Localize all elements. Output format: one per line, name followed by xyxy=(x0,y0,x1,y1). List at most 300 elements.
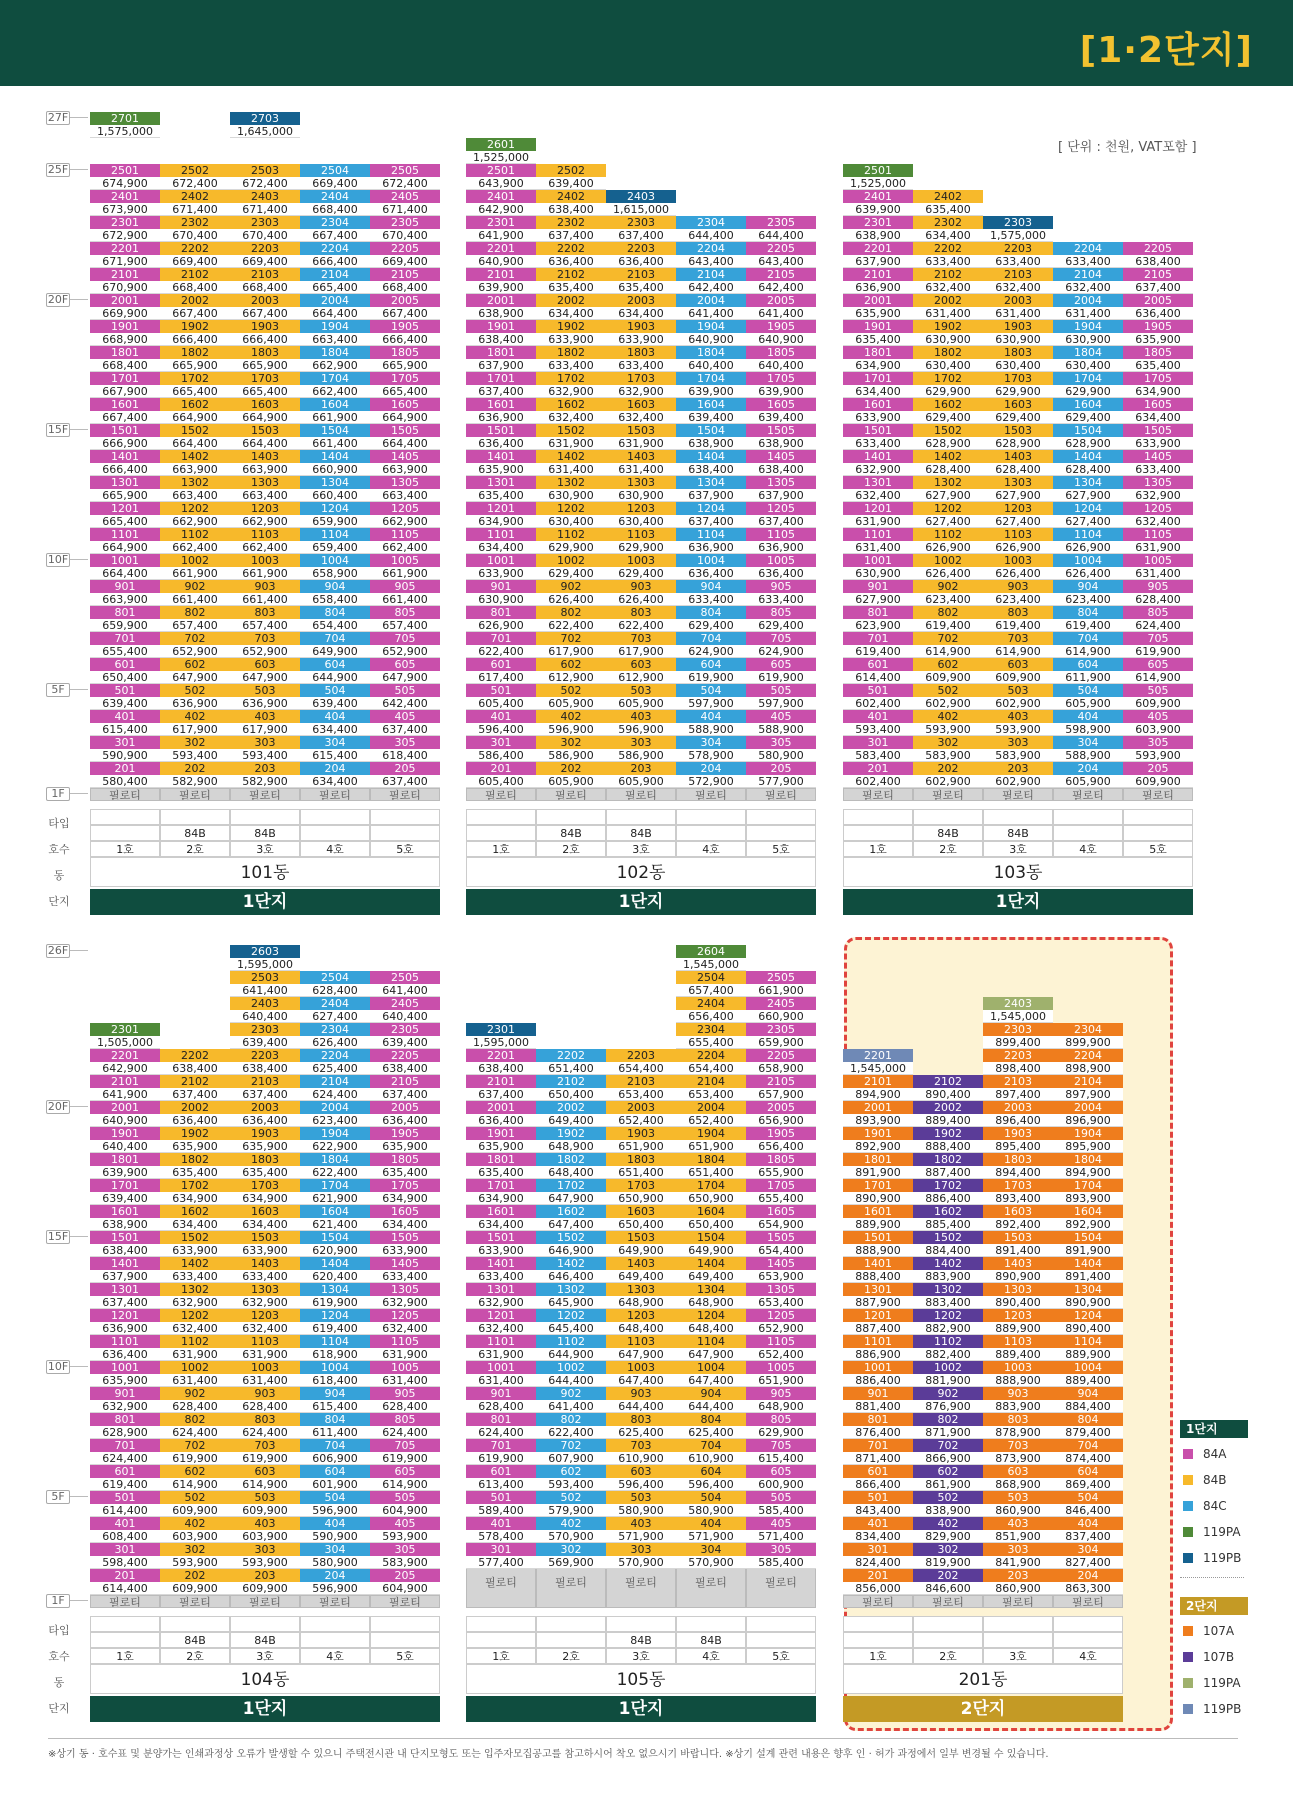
unit-number-cell: 1604 xyxy=(676,1205,746,1218)
unit-number-cell: 1103 xyxy=(606,1335,676,1348)
unit-number-cell: 405 xyxy=(1123,710,1193,723)
floor-tick xyxy=(70,793,88,794)
unit-number-cell: 2105 xyxy=(746,268,816,281)
penthouse-unit-cell: 2201 xyxy=(843,1049,913,1062)
unit-number-cell: 2502 xyxy=(536,164,606,177)
price-cell: 590,900 xyxy=(90,749,160,762)
unit-number-cell: 401 xyxy=(90,710,160,723)
type-top-cell: 119PA xyxy=(90,809,160,825)
price-cell: 636,900 xyxy=(230,697,300,710)
price-cell: 630,400 xyxy=(1053,359,1123,372)
unit-number-cell: 2205 xyxy=(746,242,816,255)
type-top-cell: 119PA xyxy=(843,809,913,825)
unit-number-cell: 1301 xyxy=(90,1283,160,1296)
unit-number-cell: 502 xyxy=(536,684,606,697)
price-cell: 634,400 xyxy=(370,1218,440,1231)
unit-number-cell: 1301 xyxy=(843,1283,913,1296)
unit-number-cell: 1602 xyxy=(160,398,230,411)
price-cell: 673,900 xyxy=(90,203,160,216)
legend-divider xyxy=(1180,1577,1244,1578)
unit-number-cell: 1102 xyxy=(536,1335,606,1348)
unit-number-cell: 1903 xyxy=(606,1127,676,1140)
floor-label: 20F xyxy=(47,1100,69,1113)
unit-number-cell: 2202 xyxy=(536,1049,606,1062)
unit-number-cell: 2202 xyxy=(536,242,606,255)
type-cell: 84C xyxy=(300,1632,370,1648)
price-cell: 648,900 xyxy=(536,1140,606,1153)
price-cell: 593,900 xyxy=(913,723,983,736)
price-cell: 639,400 xyxy=(676,411,746,424)
unit-number-cell: 2304 xyxy=(300,216,370,229)
unit-number-cell: 1603 xyxy=(983,1205,1053,1218)
price-cell: 606,900 xyxy=(300,1452,370,1465)
price-cell: 644,400 xyxy=(676,1400,746,1413)
penthouse-price-cell: 1,545,000 xyxy=(843,1062,913,1075)
price-cell: 619,900 xyxy=(230,1452,300,1465)
price-cell: 631,400 xyxy=(370,1374,440,1387)
unit-number-cell: 1301 xyxy=(90,476,160,489)
price-cell: 634,400 xyxy=(1123,411,1193,424)
price-cell: 596,900 xyxy=(606,723,676,736)
ho-cell: 4호 xyxy=(676,841,746,857)
unit-number-cell: 2404 xyxy=(676,997,746,1010)
price-cell: 578,400 xyxy=(466,1530,536,1543)
unit-number-cell: 2401 xyxy=(843,190,913,203)
unit-number-cell: 1605 xyxy=(746,1205,816,1218)
unit-number-cell: 304 xyxy=(676,736,746,749)
price-cell: 869,400 xyxy=(1053,1478,1123,1491)
piloti-cell: 필로티 xyxy=(983,788,1053,801)
unit-number-cell: 801 xyxy=(843,1413,913,1426)
price-cell: 632,400 xyxy=(983,281,1053,294)
unit-number-cell: 1804 xyxy=(676,1153,746,1166)
price-cell: 894,900 xyxy=(843,1088,913,1101)
unit-number-cell: 603 xyxy=(606,1465,676,1478)
price-cell: 571,400 xyxy=(746,1530,816,1543)
type-cell: 84B xyxy=(676,1632,746,1648)
unit-number-cell: 2202 xyxy=(913,242,983,255)
penthouse-unit-cell: 2403 xyxy=(983,997,1053,1010)
price-cell: 671,400 xyxy=(370,203,440,216)
type-cell: 84C xyxy=(676,825,746,841)
price-cell: 648,900 xyxy=(746,1400,816,1413)
row-label-type: 타입 xyxy=(48,1624,70,1637)
unit-number-cell: 1303 xyxy=(230,1283,300,1296)
unit-number-cell: 1405 xyxy=(746,1257,816,1270)
price-cell: 636,400 xyxy=(1123,307,1193,320)
piloti-cell: 필로티 xyxy=(606,788,676,801)
price-cell: 657,400 xyxy=(230,619,300,632)
type-cell: 84B xyxy=(160,825,230,841)
price-cell: 633,900 xyxy=(230,1244,300,1257)
price-cell: 662,400 xyxy=(160,541,230,554)
row-label-dong: 동 xyxy=(53,869,65,882)
unit-number-cell: 1603 xyxy=(606,1205,676,1218)
price-cell: 637,400 xyxy=(370,775,440,788)
price-cell: 611,900 xyxy=(1053,671,1123,684)
price-cell: 633,900 xyxy=(843,411,913,424)
floor-tick xyxy=(70,1600,88,1601)
price-cell: 632,400 xyxy=(843,489,913,502)
price-cell: 637,400 xyxy=(606,229,676,242)
price-cell: 883,400 xyxy=(913,1296,983,1309)
price-cell: 637,900 xyxy=(90,1270,160,1283)
price-cell: 586,900 xyxy=(536,749,606,762)
unit-number-cell: 1304 xyxy=(676,476,746,489)
type-cell: 84A xyxy=(746,1632,816,1648)
type-cell: 84B xyxy=(606,825,676,841)
price-cell: 579,900 xyxy=(536,1504,606,1517)
unit-number-cell: 302 xyxy=(160,736,230,749)
unit-number-cell: 901 xyxy=(466,580,536,593)
unit-number-cell: 1703 xyxy=(983,1179,1053,1192)
unit-number-cell: 803 xyxy=(230,1413,300,1426)
price-cell: 631,900 xyxy=(230,1348,300,1361)
unit-number-cell: 2103 xyxy=(606,1075,676,1088)
price-cell: 866,900 xyxy=(913,1452,983,1465)
unit-number-cell: 704 xyxy=(300,1439,370,1452)
price-cell: 663,400 xyxy=(160,489,230,502)
price-cell: 659,900 xyxy=(746,1036,816,1049)
unit-number-cell: 203 xyxy=(230,1569,300,1582)
price-cell: 626,400 xyxy=(300,1036,370,1049)
unit-number-cell: 1605 xyxy=(370,1205,440,1218)
unit-number-cell: 2002 xyxy=(536,1101,606,1114)
price-cell: 674,900 xyxy=(90,177,160,190)
price-cell: 883,900 xyxy=(913,1270,983,1283)
price-cell: 645,400 xyxy=(536,1322,606,1335)
price-cell: 663,900 xyxy=(370,463,440,476)
type-top-cell xyxy=(536,809,606,825)
unit-number-cell: 1504 xyxy=(676,424,746,437)
unit-number-cell: 1802 xyxy=(536,1153,606,1166)
unit-number-cell: 1905 xyxy=(1123,320,1193,333)
price-cell: 896,900 xyxy=(1053,1114,1123,1127)
unit-number-cell: 702 xyxy=(913,632,983,645)
price-cell: 631,400 xyxy=(1123,567,1193,580)
price-cell: 642,400 xyxy=(676,281,746,294)
price-cell: 665,400 xyxy=(370,385,440,398)
unit-number-cell: 305 xyxy=(370,736,440,749)
price-cell: 647,900 xyxy=(370,671,440,684)
floor-label: 20F xyxy=(47,293,69,306)
price-cell: 631,900 xyxy=(843,515,913,528)
price-cell: 641,400 xyxy=(676,307,746,320)
price-cell: 652,400 xyxy=(606,1114,676,1127)
price-cell: 619,900 xyxy=(466,1452,536,1465)
price-cell: 631,900 xyxy=(466,1348,536,1361)
unit-number-cell: 904 xyxy=(1053,1387,1123,1400)
unit-number-cell: 1504 xyxy=(300,424,370,437)
unit-number-cell: 1701 xyxy=(843,1179,913,1192)
price-cell: 624,400 xyxy=(230,1426,300,1439)
unit-number-cell: 1302 xyxy=(913,1283,983,1296)
dong-cell: 105동 xyxy=(466,1664,816,1694)
price-cell: 626,400 xyxy=(606,593,676,606)
unit-number-cell: 1504 xyxy=(300,1231,370,1244)
unit-number-cell: 1901 xyxy=(90,320,160,333)
ho-cell: 4호 xyxy=(1053,1648,1123,1664)
price-cell: 891,900 xyxy=(843,1166,913,1179)
unit-number-cell: 2102 xyxy=(913,268,983,281)
unit-number-cell: 901 xyxy=(90,1387,160,1400)
unit-number-cell: 2101 xyxy=(466,268,536,281)
price-cell: 640,400 xyxy=(746,359,816,372)
price-cell: 662,900 xyxy=(370,515,440,528)
price-cell: 654,400 xyxy=(606,1062,676,1075)
unit-number-cell: 304 xyxy=(300,736,370,749)
price-cell: 635,400 xyxy=(160,1166,230,1179)
unit-number-cell: 204 xyxy=(676,762,746,775)
price-cell: 619,900 xyxy=(160,1452,230,1465)
unit-number-cell: 1205 xyxy=(746,1309,816,1322)
unit-number-cell: 1801 xyxy=(466,346,536,359)
unit-number-cell: 402 xyxy=(536,1517,606,1530)
ho-cell: 3호 xyxy=(606,841,676,857)
price-cell: 629,400 xyxy=(983,411,1053,424)
price-cell: 622,400 xyxy=(606,619,676,632)
unit-number-cell: 2203 xyxy=(606,242,676,255)
unit-number-cell: 603 xyxy=(230,1465,300,1478)
unit-number-cell: 1102 xyxy=(160,528,230,541)
price-cell: 615,400 xyxy=(746,1452,816,1465)
unit-number-cell: 305 xyxy=(370,1543,440,1556)
unit-number-cell: 401 xyxy=(466,1517,536,1530)
unit-number-cell: 1605 xyxy=(370,398,440,411)
price-cell: 605,900 xyxy=(1053,775,1123,788)
unit-number-cell: 1203 xyxy=(230,502,300,515)
unit-number-cell: 303 xyxy=(606,1543,676,1556)
price-cell: 668,400 xyxy=(230,281,300,294)
unit-number-cell: 1502 xyxy=(913,424,983,437)
price-cell: 647,400 xyxy=(676,1374,746,1387)
price-cell: 657,400 xyxy=(676,984,746,997)
price-cell: 583,900 xyxy=(370,1556,440,1569)
price-cell: 639,900 xyxy=(843,203,913,216)
unit-number-cell: 303 xyxy=(606,736,676,749)
type-top-cell: 119PB xyxy=(843,1616,913,1632)
unit-number-cell: 1203 xyxy=(983,502,1053,515)
price-cell: 886,400 xyxy=(913,1192,983,1205)
price-cell: 617,900 xyxy=(606,645,676,658)
price-cell: 614,900 xyxy=(983,645,1053,658)
unit-number-cell: 1504 xyxy=(676,1231,746,1244)
unit-number-cell: 601 xyxy=(466,658,536,671)
unit-number-cell: 503 xyxy=(606,1491,676,1504)
unit-number-cell: 1201 xyxy=(90,502,160,515)
price-cell: 619,400 xyxy=(90,1478,160,1491)
price-cell: 661,900 xyxy=(370,567,440,580)
unit-number-cell: 2204 xyxy=(300,242,370,255)
price-cell: 628,400 xyxy=(1123,593,1193,606)
price-cell: 665,400 xyxy=(160,385,230,398)
unit-number-cell: 602 xyxy=(913,658,983,671)
unit-number-cell: 202 xyxy=(160,1569,230,1582)
unit-number-cell: 903 xyxy=(230,580,300,593)
ho-cell: 5호 xyxy=(370,1648,440,1664)
price-cell: 635,400 xyxy=(230,1166,300,1179)
price-cell: 598,900 xyxy=(1053,723,1123,736)
price-cell: 641,400 xyxy=(230,984,300,997)
unit-number-cell: 1905 xyxy=(746,320,816,333)
unit-number-cell: 1805 xyxy=(746,346,816,359)
price-cell: 637,400 xyxy=(230,1088,300,1101)
price-cell: 648,400 xyxy=(676,1322,746,1335)
price-cell: 633,400 xyxy=(913,255,983,268)
price-cell: 630,900 xyxy=(536,489,606,502)
unit-number-cell: 803 xyxy=(983,1413,1053,1426)
unit-number-cell: 805 xyxy=(746,606,816,619)
unit-number-cell: 702 xyxy=(536,1439,606,1452)
unit-number-cell: 1105 xyxy=(746,528,816,541)
unit-number-cell: 1101 xyxy=(843,1335,913,1348)
price-cell: 662,400 xyxy=(230,541,300,554)
unit-number-cell: 203 xyxy=(230,762,300,775)
price-cell: 863,300 xyxy=(1053,1582,1123,1595)
unit-number-cell: 201 xyxy=(843,1569,913,1582)
price-cell: 632,400 xyxy=(1053,281,1123,294)
unit-number-cell: 304 xyxy=(1053,736,1123,749)
unit-number-cell: 2002 xyxy=(913,1101,983,1114)
price-cell: 634,400 xyxy=(466,541,536,554)
type-top-cell xyxy=(676,809,746,825)
price-cell: 663,900 xyxy=(160,463,230,476)
unit-number-cell: 1505 xyxy=(370,1231,440,1244)
unit-number-cell: 703 xyxy=(983,1439,1053,1452)
unit-number-cell: 1705 xyxy=(370,372,440,385)
price-cell: 649,900 xyxy=(606,1244,676,1257)
unit-number-cell: 1702 xyxy=(536,372,606,385)
price-cell: 868,900 xyxy=(983,1478,1053,1491)
price-cell: 643,900 xyxy=(466,177,536,190)
price-cell: 638,400 xyxy=(1123,255,1193,268)
price-cell: 618,900 xyxy=(300,1348,370,1361)
type-top-cell: 119PB xyxy=(230,809,300,825)
unit-number-cell: 802 xyxy=(160,606,230,619)
unit-number-cell: 1201 xyxy=(90,1309,160,1322)
unit-number-cell: 1305 xyxy=(370,1283,440,1296)
price-cell: 633,400 xyxy=(160,1270,230,1283)
unit-number-cell: 1002 xyxy=(160,1361,230,1374)
price-cell: 892,900 xyxy=(843,1140,913,1153)
price-cell: 644,400 xyxy=(676,229,746,242)
price-cell: 597,900 xyxy=(746,697,816,710)
penthouse-price-cell: 1,525,000 xyxy=(843,177,913,190)
unit-number-cell: 303 xyxy=(230,1543,300,1556)
unit-number-cell: 705 xyxy=(370,1439,440,1452)
unit-number-cell: 1801 xyxy=(466,1153,536,1166)
price-cell: 634,400 xyxy=(843,385,913,398)
unit-number-cell: 1202 xyxy=(160,1309,230,1322)
unit-number-cell: 902 xyxy=(536,580,606,593)
unit-number-cell: 1902 xyxy=(160,320,230,333)
unit-number-cell: 1301 xyxy=(466,476,536,489)
unit-number-cell: 1101 xyxy=(90,528,160,541)
unit-number-cell: 501 xyxy=(466,1491,536,1504)
unit-number-cell: 902 xyxy=(160,580,230,593)
unit-number-cell: 404 xyxy=(300,710,370,723)
price-cell: 601,900 xyxy=(300,1478,370,1491)
price-cell: 881,900 xyxy=(913,1374,983,1387)
unit-number-cell: 2302 xyxy=(536,216,606,229)
price-cell: 899,900 xyxy=(1053,1036,1123,1049)
unit-number-cell: 2004 xyxy=(676,1101,746,1114)
price-cell: 596,400 xyxy=(466,723,536,736)
price-cell: 609,900 xyxy=(230,1582,300,1595)
price-cell: 668,900 xyxy=(90,333,160,346)
price-cell: 838,900 xyxy=(913,1504,983,1517)
unit-number-cell: 701 xyxy=(90,632,160,645)
price-cell: 632,900 xyxy=(466,1296,536,1309)
unit-number-cell: 2301 xyxy=(466,216,536,229)
price-cell: 639,900 xyxy=(746,385,816,398)
price-cell: 580,900 xyxy=(676,1504,746,1517)
price-cell: 632,900 xyxy=(536,385,606,398)
type-cell: 107A xyxy=(1053,1632,1123,1648)
price-cell: 596,900 xyxy=(536,723,606,736)
price-cell: 647,400 xyxy=(536,1218,606,1231)
unit-number-cell: 305 xyxy=(746,1543,816,1556)
price-cell: 650,400 xyxy=(90,671,160,684)
price-cell: 874,400 xyxy=(1053,1452,1123,1465)
price-cell: 669,900 xyxy=(90,307,160,320)
floor-label: 25F xyxy=(47,163,69,176)
price-cell: 851,900 xyxy=(983,1530,1053,1543)
price-cell: 596,900 xyxy=(300,1582,370,1595)
price-cell: 641,400 xyxy=(536,1400,606,1413)
unit-number-cell: 403 xyxy=(230,1517,300,1530)
unit-number-cell: 2303 xyxy=(230,1023,300,1036)
unit-number-cell: 601 xyxy=(466,1465,536,1478)
price-cell: 602,400 xyxy=(843,775,913,788)
price-cell: 639,400 xyxy=(536,177,606,190)
price-cell: 648,400 xyxy=(606,1322,676,1335)
unit-number-cell: 1402 xyxy=(160,450,230,463)
unit-number-cell: 2101 xyxy=(843,268,913,281)
ho-cell: 5호 xyxy=(746,841,816,857)
unit-number-cell: 402 xyxy=(913,1517,983,1530)
price-cell: 899,400 xyxy=(983,1036,1053,1049)
unit-number-cell: 1502 xyxy=(536,424,606,437)
unit-number-cell: 702 xyxy=(536,632,606,645)
price-cell: 635,900 xyxy=(1123,333,1193,346)
price-cell: 585,400 xyxy=(746,1556,816,1569)
price-cell: 605,900 xyxy=(606,697,676,710)
price-cell: 633,900 xyxy=(466,567,536,580)
type-top-cell xyxy=(160,1616,230,1632)
unit-number-cell: 1704 xyxy=(676,372,746,385)
unit-number-cell: 2304 xyxy=(1053,1023,1123,1036)
price-cell: 622,400 xyxy=(300,1166,370,1179)
unit-number-cell: 405 xyxy=(746,710,816,723)
ho-cell: 3호 xyxy=(983,1648,1053,1664)
unit-number-cell: 1501 xyxy=(843,424,913,437)
ho-cell: 2호 xyxy=(160,841,230,857)
unit-number-cell: 1805 xyxy=(370,1153,440,1166)
unit-number-cell: 1101 xyxy=(90,1335,160,1348)
unit-number-cell: 1204 xyxy=(300,502,370,515)
unit-number-cell: 2003 xyxy=(606,1101,676,1114)
unit-number-cell: 1804 xyxy=(300,346,370,359)
unit-number-cell: 1001 xyxy=(90,1361,160,1374)
price-cell: 664,400 xyxy=(160,437,230,450)
price-cell: 890,900 xyxy=(983,1270,1053,1283)
unit-number-cell: 1903 xyxy=(983,1127,1053,1140)
footnote-divider xyxy=(48,1738,1238,1739)
price-cell: 639,400 xyxy=(300,697,370,710)
unit-number-cell: 1302 xyxy=(160,476,230,489)
unit-number-cell: 2001 xyxy=(90,294,160,307)
